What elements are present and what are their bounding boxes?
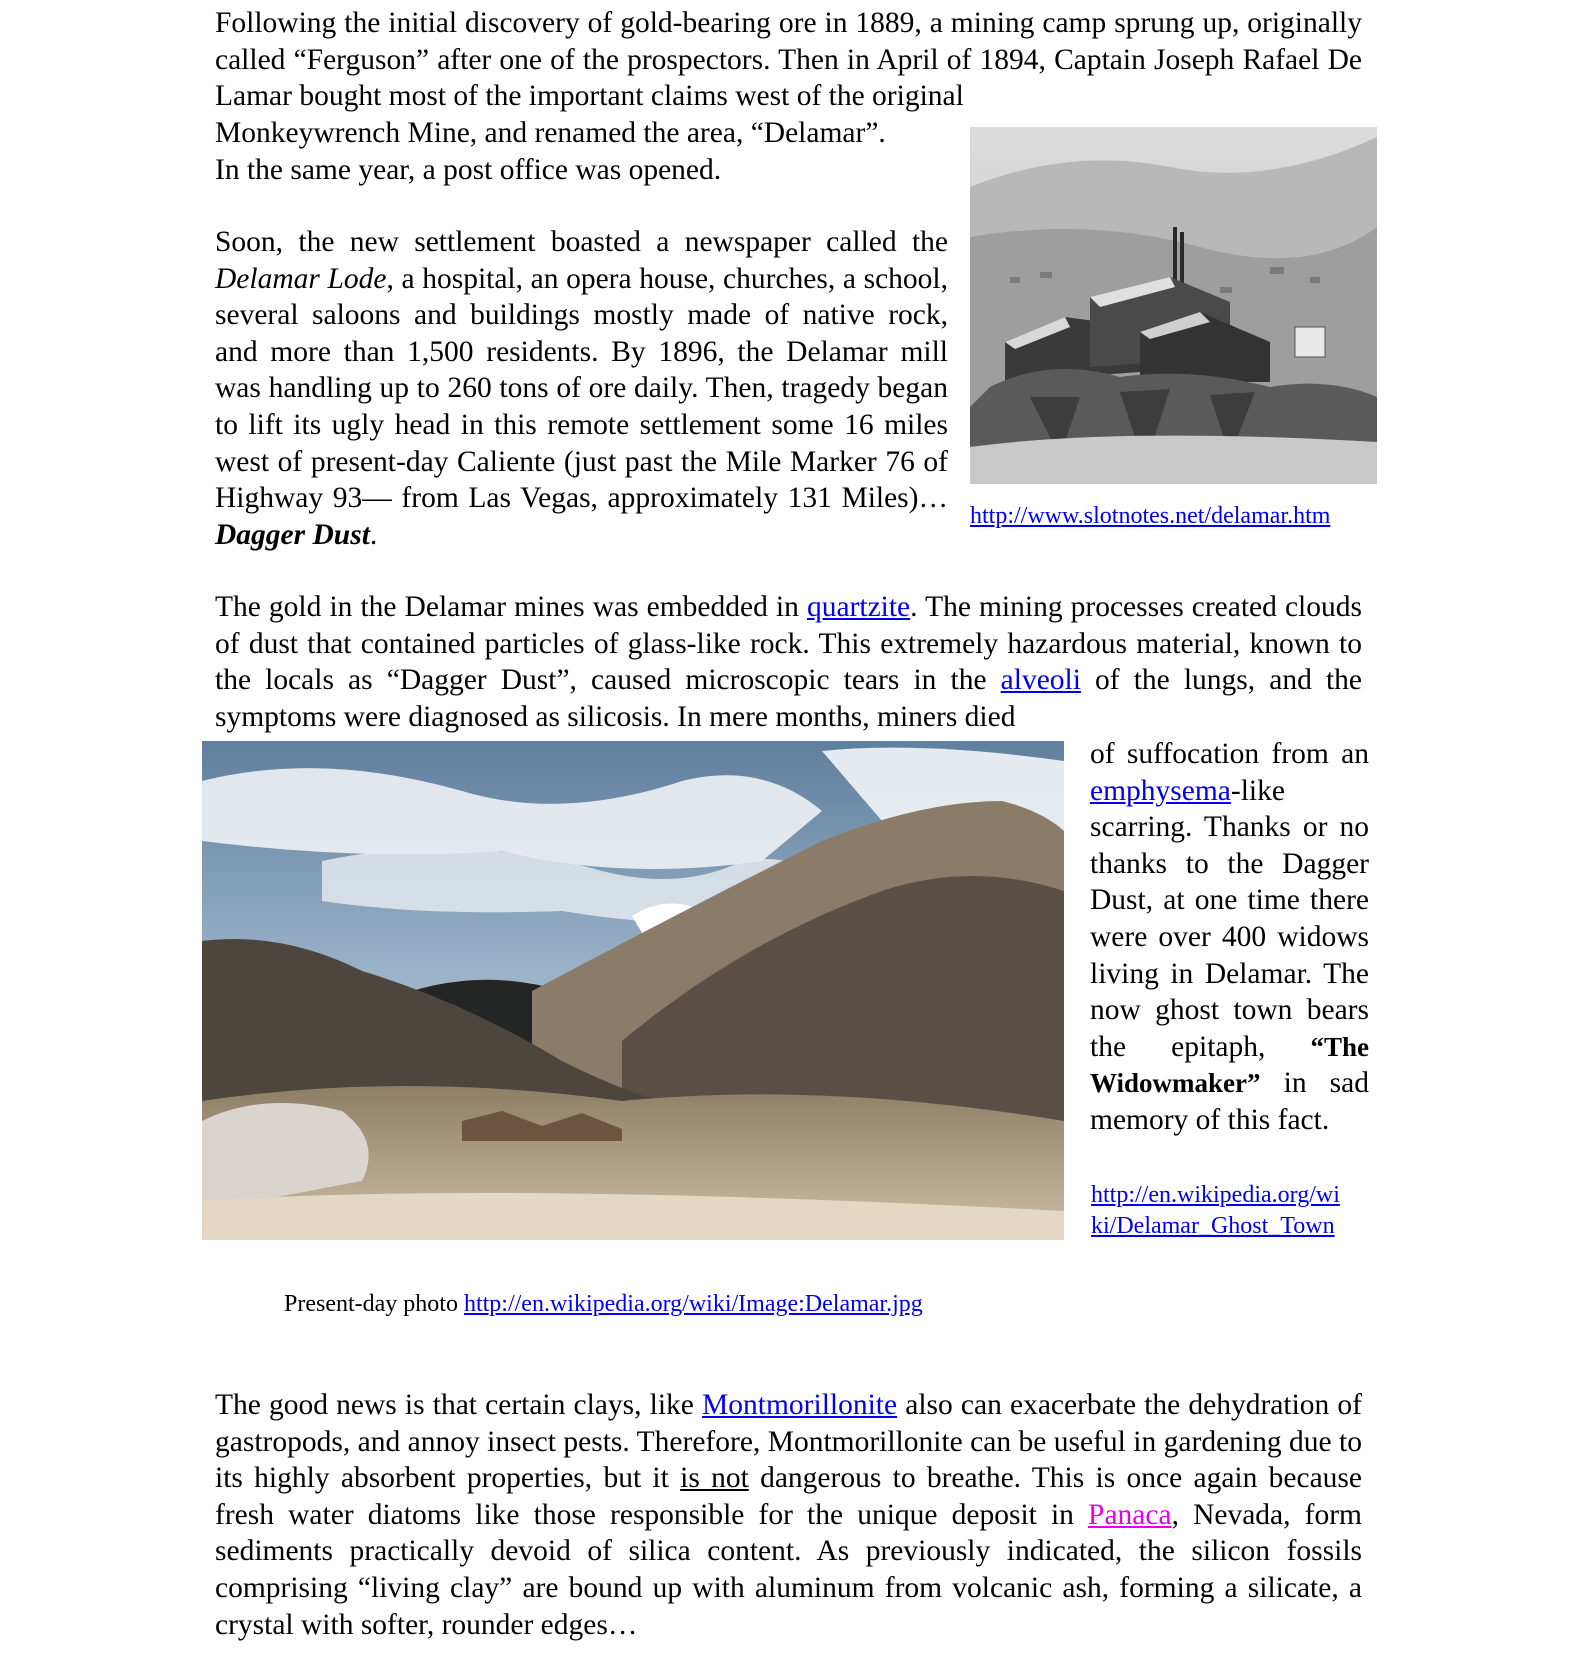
montmorillonite-link[interactable]: Montmorillonite — [702, 1389, 898, 1421]
paragraph-1: Following the initial discovery of gold-bearing ore in 1889, a mining camp sprung up, originally called “Ferguson” after one of the prospectors. Then in April of 1894, Captain Joseph Rafael De Lamar bought most of the important claims west of the original — [215, 7, 1362, 113]
paragraph-1-line-5: In the same year, a post office was opened. — [215, 154, 722, 186]
delamar-image-link[interactable]: http://en.wikipedia.org/wiki/Image:Delamar.jpg — [463, 1291, 923, 1317]
wikipedia-ghost-town-link-line-2 — [1091, 1211, 1335, 1241]
dagger-dust-emphasis: Dagger Dust — [215, 518, 370, 551]
present-day-landscape-illustration — [202, 741, 1064, 1240]
paragraph-1-line-4: Monkeywrench Mine, and renamed the area, “Delamar”. — [215, 117, 886, 149]
historic-mill-illustration — [970, 127, 1377, 484]
widowmaker-emphasis: “The Widowmaker” — [1090, 1031, 1369, 1099]
side-column-text: of suffocation from an emphysema-like scarring. Thanks or no thanks to the Dagger Dust, at one time there were over 400 widows living in Delamar. The now ghost town bears the epitaph, “The Widowmaker” in sad memory of this fact. — [1090, 738, 1369, 1136]
wikipedia-ghost-town-link[interactable]: http://en.wikipedia.org/wi — [1091, 1182, 1340, 1208]
paragraph-3: The gold in the Delamar mines was embedded in quartzite. The mining processes created clouds of dust that contained particles of glass-like rock. This extremely hazardous material, known to the locals as “Dagger Dust”, caused microscopic tears in the alveoli of the lungs, and the symptoms were diagnosed as silicosis. In mere months, miners died — [215, 591, 1362, 733]
present-day-photo — [202, 741, 1064, 1240]
quartzite-link[interactable]: quartzite — [806, 591, 911, 623]
newspaper-name: Delamar Lode — [215, 262, 387, 295]
historic-mill-photo — [970, 127, 1377, 484]
emphysema-link[interactable]: emphysema — [1090, 774, 1231, 807]
panaca-link[interactable]: Panaca — [1088, 1498, 1172, 1531]
alveoli-link[interactable]: alveoli — [1000, 664, 1081, 697]
paragraph-2: Soon, the new settlement boasted a newspaper called the Delamar Lode, a hospital, an opera house, churches, a school, several saloons and buildings mostly made of native rock, and more than 1,500 residents. By 1896, the Delamar mill was handling up to 260 tons of ore daily. Then, tragedy began to lift its ugly head in this remote settlement some 16 miles west of present-day Caliente (just past the Mile Marker 76 of Highway 93— from Las Vegas, approximately 131 Miles)…Dagger Dust. — [215, 226, 948, 551]
slotnotes-link[interactable]: http://www.slotnotes.net/delamar.htm — [970, 503, 1331, 529]
is-not-underline: is not — [680, 1462, 749, 1495]
wikipedia-ghost-town-link-line-1 — [1091, 1180, 1340, 1210]
present-day-caption: Present-day photo http://en.wikipedia.org/wiki/Image:Delamar.jpg — [284, 1291, 923, 1317]
historic-photo-caption — [970, 501, 1330, 531]
wikipedia-ghost-town-link-continued[interactable]: ki/Delamar_Ghost_Town — [1091, 1213, 1335, 1239]
paragraph-4: The good news is that certain clays, like Montmorillonite also can exacerbate the dehydration of gastropods, and annoy insect pests. Therefore, Montmorillonite can be useful in gardening due to its highly absorbent properties, but it is not dangerous to breathe. This is once again because fresh water diatoms like those responsible for the unique deposit in Panaca, Nevada, form sediments practically devoid of silica content. As previously indicated, the silicon fossils comprising “living clay” are bound up with aluminum from volcanic ash, forming a silicate, a crystal with softer, rounder edges… — [215, 1389, 1363, 1641]
